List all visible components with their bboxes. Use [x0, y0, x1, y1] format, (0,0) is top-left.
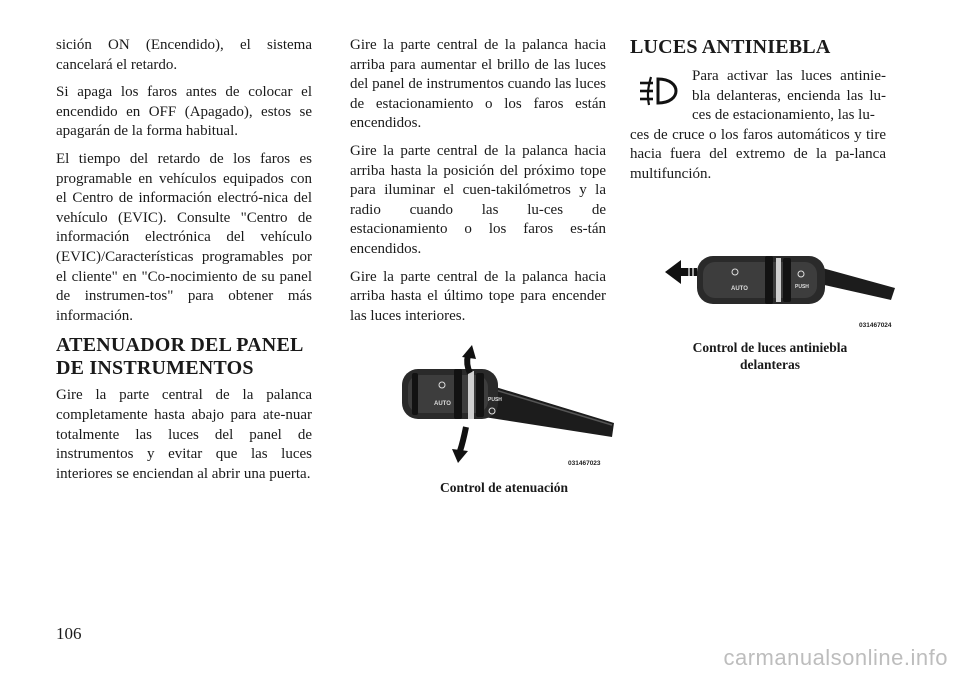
paragraph-dimmer-next-stop: Gire la parte central de la palanca hacia arriba hasta la posición del próximo tope para iluminar el cuen-takilómetros y la radio cuando las lu-ces de estacionamiento o los faros es-tán encendidos.	[350, 142, 606, 257]
front-fog-light-icon	[636, 71, 682, 111]
lever-auto-label: AUTO	[434, 401, 451, 407]
figure-fog-control	[655, 248, 905, 378]
figure-caption: Control de atenuación	[439, 480, 568, 495]
lever-push-label-2: PUSH	[795, 284, 809, 290]
figure-code-2: 031467024	[859, 322, 892, 329]
fog-lever-illustration	[655, 248, 905, 323]
rotate-down-arrow-icon	[452, 427, 468, 463]
paragraph-dimmer-last-stop: Gire la parte central de la palanca hacia arriba hasta el último tope para encender las luces interiores.	[350, 268, 606, 324]
paragraph-dimmer-up: Gire la parte central de la palanca hacia arriba para aumentar el brillo de las luces del panel de instrumentos cuando las luces de estacionamiento o los faros están encendidos.	[350, 37, 606, 132]
watermark: carmanualsonline.info	[723, 645, 948, 670]
paragraph-fog-rest: ces de cruce o los faros automáticos y tire hacia fuera del extremo de la pa-lanca multifunción.	[630, 126, 886, 182]
fog-intro	[630, 67, 886, 126]
figure-caption-2	[650, 339, 890, 373]
figure-caption-2-line1: Control de luces antiniebla	[692, 340, 848, 355]
column-right	[630, 36, 886, 185]
figure-caption-2-line2: delanteras	[740, 357, 800, 372]
lever-auto-label-2: AUTO	[731, 286, 748, 292]
column-middle	[350, 36, 606, 334]
heading-dimmer-line2: DE INSTRUMENTOS	[56, 357, 254, 380]
figure-code: 031467023	[568, 460, 601, 467]
paragraph-delay-cancel: sición ON (Encendido), el sistema cancelará el retardo.	[56, 37, 312, 73]
paragraph-dimmer-down: Gire la parte central de la palanca completamente hasta abajo para ate-nuar totalmente las luces del panel de instrumentos y evitar que las luces interiores se enciendan al abrir una puerta.	[56, 387, 312, 482]
paragraph-delay-programmable: El tiempo del retardo de los faros es programable en vehículos equipados con el Centro de información electró-nica del vehículo (EVIC). Consulte "Centro de información electrónica del vehículo (EVIC)/Características programables por el cliente" en "Co-nocimiento de su panel de instrumen-tos" para obtener más información.	[56, 150, 312, 324]
heading-fog-lights: LUCES ANTINIEBLA	[630, 36, 831, 58]
dimmer-lever-illustration	[384, 345, 624, 465]
pull-arrow-icon	[665, 260, 697, 284]
paragraph-fog-intro: Para activar las luces antinie-bla delanteras, encienda las lu-ces de estacionamiento, las lu-	[692, 68, 886, 124]
page-number: 106	[56, 624, 82, 643]
column-left	[56, 36, 312, 492]
heading-dimmer	[56, 334, 312, 380]
paragraph-headlights-off: Si apaga los faros antes de colocar el encendido en OFF (Apagado), estos se apagarán de la forma habitual.	[56, 84, 312, 140]
rotate-up-arrow-icon	[462, 345, 476, 373]
figure-dimmer-control	[384, 345, 624, 495]
lever-push-label: PUSH	[488, 397, 502, 403]
heading-dimmer-line1: ATENUADOR DEL PANEL	[56, 334, 304, 357]
